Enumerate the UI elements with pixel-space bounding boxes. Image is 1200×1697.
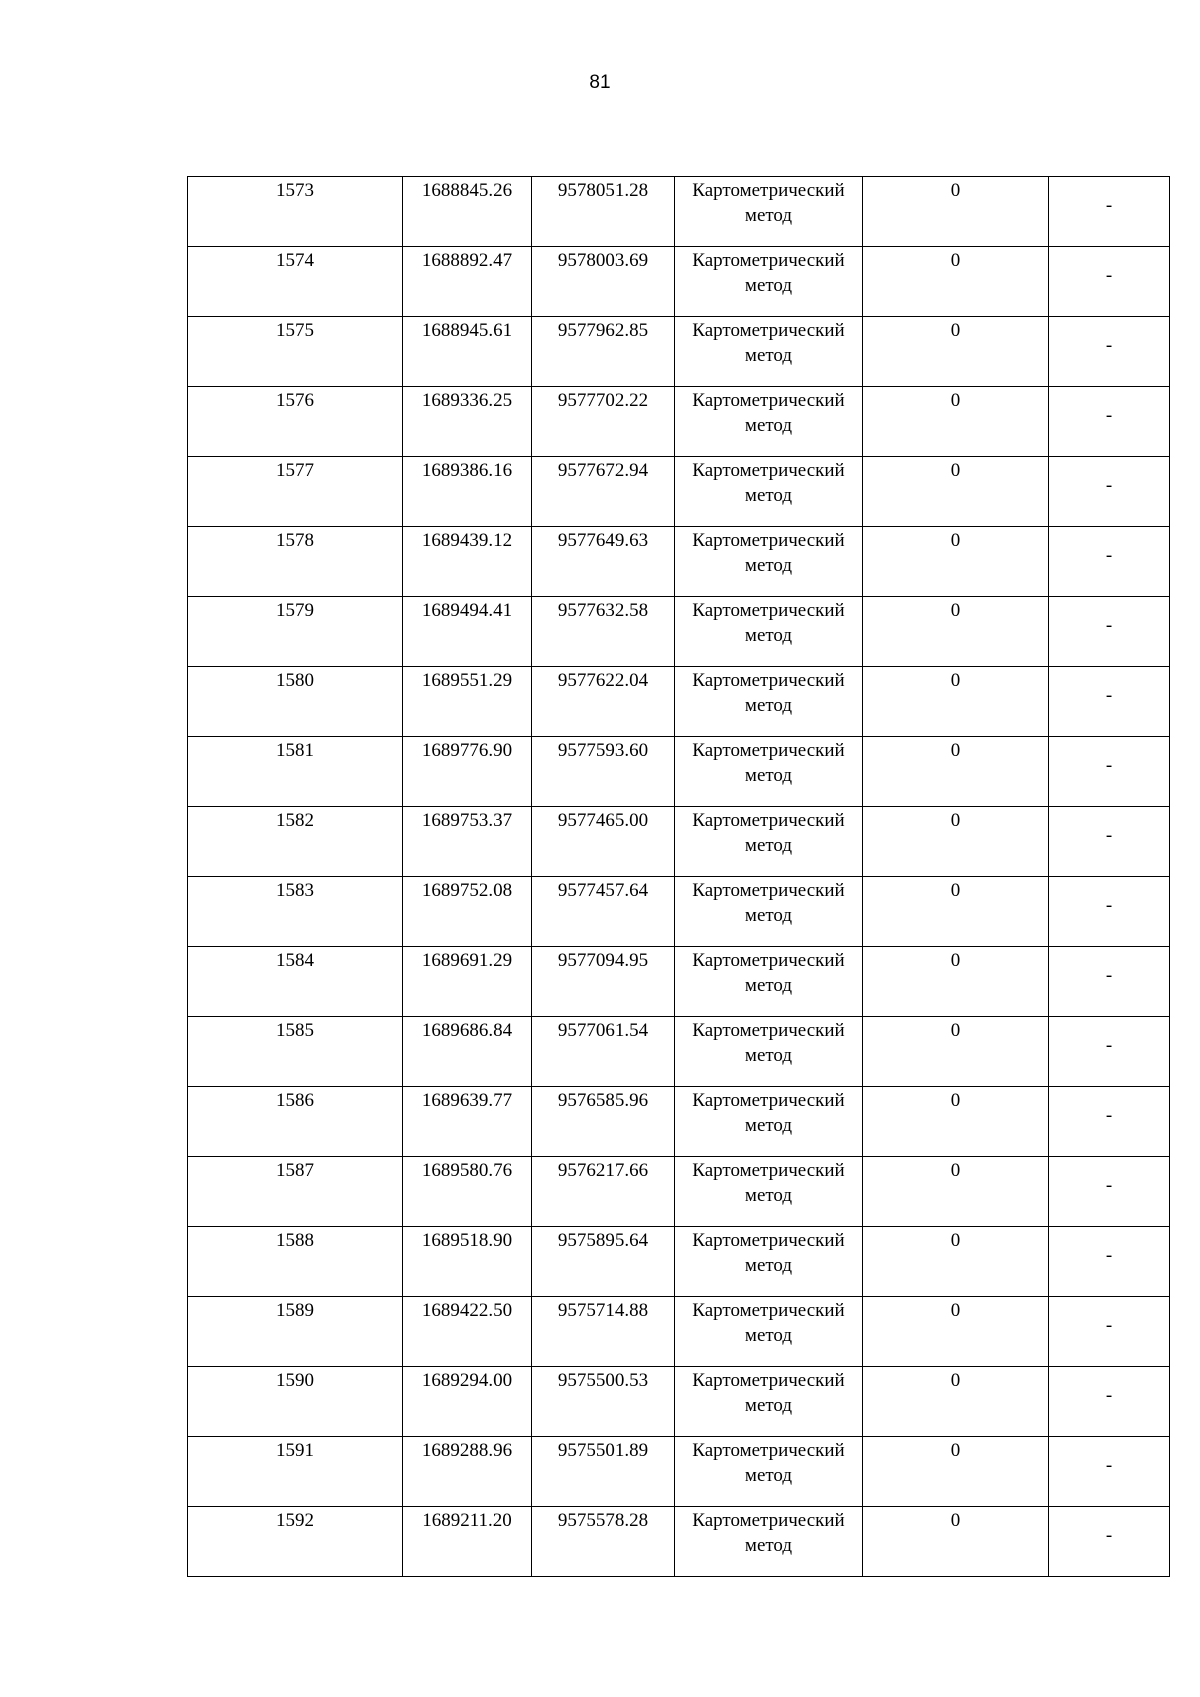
coordinate-x-cell	[403, 1087, 532, 1157]
note-cell-text: -	[1105, 615, 1113, 636]
coordinate-y-cell	[532, 947, 675, 1017]
point-number-cell	[188, 597, 403, 667]
method-cell-text: Картометрический метод	[692, 600, 845, 646]
note-cell-text: -	[1105, 405, 1113, 426]
coordinate-x-cell-text: 1688945.61	[421, 320, 513, 341]
point-number-cell-text: 1587	[276, 1160, 314, 1181]
error-cell-text: 0	[950, 1370, 961, 1391]
note-cell-text: -	[1105, 965, 1113, 986]
coordinate-x-cell-text: 1689494.41	[421, 600, 513, 621]
coordinate-y-cell	[532, 1367, 675, 1437]
point-number-cell-text: 1577	[276, 460, 314, 481]
method-cell	[675, 527, 863, 597]
method-cell	[675, 877, 863, 947]
coordinate-x-cell-text: 1689288.96	[421, 1440, 513, 1461]
point-number-cell	[188, 247, 403, 317]
coordinate-y-cell-text: 9577962.85	[557, 320, 649, 341]
error-cell-text: 0	[950, 180, 961, 201]
error-cell-text: 0	[950, 810, 961, 831]
coordinate-y-cell	[532, 177, 675, 247]
method-cell	[675, 597, 863, 667]
note-cell-text: -	[1105, 685, 1113, 706]
method-cell-text: Картометрический метод	[692, 810, 845, 856]
point-number-cell	[188, 387, 403, 457]
note-cell	[1049, 947, 1170, 1017]
point-number-cell-text: 1579	[276, 600, 314, 621]
method-cell	[675, 317, 863, 387]
note-cell-text: -	[1105, 265, 1113, 286]
note-cell-text: -	[1105, 1525, 1113, 1546]
point-number-cell-text: 1582	[276, 810, 314, 831]
method-cell	[675, 1437, 863, 1507]
coordinate-x-cell-text: 1689691.29	[421, 950, 513, 971]
error-cell-text: 0	[950, 1300, 961, 1321]
point-number-cell	[188, 877, 403, 947]
point-number-cell-text: 1583	[276, 880, 314, 901]
coordinate-x-cell	[403, 1297, 532, 1367]
table-row	[188, 807, 1170, 877]
error-cell	[863, 1507, 1049, 1577]
point-number-cell-text: 1578	[276, 530, 314, 551]
coordinate-x-cell-text: 1689422.50	[421, 1300, 513, 1321]
coordinate-x-cell	[403, 1017, 532, 1087]
method-cell-text: Картометрический метод	[692, 530, 845, 576]
coordinate-y-cell-text: 9575895.64	[557, 1230, 649, 1251]
coordinate-x-cell-text: 1689753.37	[421, 810, 513, 831]
table-row	[188, 1017, 1170, 1087]
coordinate-y-cell	[532, 457, 675, 527]
error-cell	[863, 947, 1049, 1017]
point-number-cell-text: 1584	[276, 950, 314, 971]
error-cell	[863, 1157, 1049, 1227]
note-cell	[1049, 1367, 1170, 1437]
error-cell	[863, 1087, 1049, 1157]
note-cell-text: -	[1105, 1455, 1113, 1476]
error-cell	[863, 527, 1049, 597]
coordinate-x-cell	[403, 597, 532, 667]
point-number-cell-text: 1586	[276, 1090, 314, 1111]
coordinate-x-cell	[403, 317, 532, 387]
method-cell	[675, 1157, 863, 1227]
table-row	[188, 1297, 1170, 1367]
method-cell	[675, 947, 863, 1017]
coordinate-y-cell	[532, 527, 675, 597]
coordinate-x-cell	[403, 527, 532, 597]
note-cell	[1049, 457, 1170, 527]
coordinate-y-cell-text: 9577061.54	[557, 1020, 649, 1041]
method-cell-text: Картометрический метод	[692, 1510, 845, 1556]
coordinate-x-cell-text: 1689580.76	[421, 1160, 513, 1181]
note-cell	[1049, 737, 1170, 807]
coordinate-x-cell-text: 1689211.20	[422, 1510, 512, 1531]
method-cell	[675, 1297, 863, 1367]
coordinate-x-cell	[403, 1227, 532, 1297]
method-cell	[675, 1017, 863, 1087]
coordinate-x-cell	[403, 947, 532, 1017]
coordinate-y-cell-text: 9577593.60	[557, 740, 649, 761]
method-cell-text: Картометрический метод	[692, 670, 845, 716]
point-number-cell-text: 1576	[276, 390, 314, 411]
method-cell-text: Картометрический метод	[692, 1300, 845, 1346]
point-number-cell	[188, 1507, 403, 1577]
error-cell	[863, 1437, 1049, 1507]
method-cell	[675, 1087, 863, 1157]
note-cell-text: -	[1105, 335, 1113, 356]
point-number-cell-text: 1585	[276, 1020, 314, 1041]
coordinate-x-cell-text: 1689686.84	[421, 1020, 513, 1041]
point-number-cell-text: 1580	[276, 670, 314, 691]
coordinate-y-cell	[532, 1227, 675, 1297]
error-cell	[863, 1297, 1049, 1367]
coordinate-y-cell-text: 9577094.95	[557, 950, 649, 971]
coordinate-x-cell-text: 1689752.08	[421, 880, 513, 901]
error-cell-text: 0	[950, 880, 961, 901]
note-cell-text: -	[1105, 1245, 1113, 1266]
point-number-cell	[188, 807, 403, 877]
point-number-cell	[188, 1017, 403, 1087]
error-cell-text: 0	[950, 320, 961, 341]
method-cell	[675, 667, 863, 737]
method-cell-text: Картометрический метод	[692, 1440, 845, 1486]
coordinate-y-cell	[532, 1157, 675, 1227]
method-cell-text: Картометрический метод	[692, 460, 845, 506]
note-cell-text: -	[1105, 755, 1113, 776]
coordinate-y-cell	[532, 1437, 675, 1507]
error-cell-text: 0	[950, 1440, 961, 1461]
point-number-cell-text: 1592	[276, 1510, 314, 1531]
note-cell	[1049, 1227, 1170, 1297]
point-number-cell-text: 1589	[276, 1300, 314, 1321]
point-number-cell	[188, 527, 403, 597]
error-cell	[863, 877, 1049, 947]
point-number-cell-text: 1581	[276, 740, 314, 761]
coordinate-y-cell-text: 9576217.66	[557, 1160, 649, 1181]
point-number-cell-text: 1590	[276, 1370, 314, 1391]
point-number-cell	[188, 1367, 403, 1437]
point-number-cell-text: 1575	[276, 320, 314, 341]
error-cell-text: 0	[950, 1510, 961, 1531]
method-cell	[675, 387, 863, 457]
coordinate-y-cell-text: 9577465.00	[557, 810, 649, 831]
table-row	[188, 387, 1170, 457]
error-cell-text: 0	[950, 1230, 961, 1251]
coordinate-y-cell-text: 9575714.88	[557, 1300, 649, 1321]
coordinate-x-cell	[403, 807, 532, 877]
note-cell-text: -	[1105, 1175, 1113, 1196]
table-row	[188, 1507, 1170, 1577]
coordinate-y-cell-text: 9577702.22	[557, 390, 649, 411]
coordinate-y-cell-text: 9577649.63	[557, 530, 649, 551]
table-row	[188, 317, 1170, 387]
note-cell-text: -	[1105, 1315, 1113, 1336]
error-cell	[863, 597, 1049, 667]
coordinate-y-cell	[532, 1297, 675, 1367]
note-cell	[1049, 807, 1170, 877]
error-cell	[863, 667, 1049, 737]
coordinate-y-cell	[532, 247, 675, 317]
note-cell-text: -	[1105, 475, 1113, 496]
note-cell	[1049, 177, 1170, 247]
error-cell	[863, 177, 1049, 247]
coordinate-x-cell-text: 1689386.16	[421, 460, 513, 481]
method-cell	[675, 1367, 863, 1437]
method-cell-text: Картометрический метод	[692, 180, 845, 226]
coordinate-x-cell	[403, 1367, 532, 1437]
coordinate-y-cell	[532, 1017, 675, 1087]
coordinate-y-cell	[532, 387, 675, 457]
point-number-cell-text: 1574	[276, 250, 314, 271]
point-number-cell	[188, 1437, 403, 1507]
coordinate-x-cell	[403, 387, 532, 457]
table-row	[188, 177, 1170, 247]
coordinate-y-cell-text: 9575578.28	[557, 1510, 649, 1531]
note-cell	[1049, 1437, 1170, 1507]
note-cell	[1049, 597, 1170, 667]
coordinate-y-cell	[532, 317, 675, 387]
point-number-cell-text: 1588	[276, 1230, 314, 1251]
coordinates-table	[187, 176, 1170, 1577]
note-cell-text: -	[1105, 545, 1113, 566]
method-cell-text: Картометрический метод	[692, 1370, 845, 1416]
table-row	[188, 247, 1170, 317]
coordinate-y-cell-text: 9578003.69	[557, 250, 649, 271]
table-row	[188, 877, 1170, 947]
coordinate-x-cell-text: 1689518.90	[421, 1230, 513, 1251]
coordinate-y-cell	[532, 1507, 675, 1577]
coordinate-y-cell-text: 9576585.96	[557, 1090, 649, 1111]
method-cell-text: Картометрический метод	[692, 950, 845, 996]
coordinate-y-cell	[532, 807, 675, 877]
point-number-cell	[188, 947, 403, 1017]
error-cell-text: 0	[950, 740, 961, 761]
error-cell	[863, 387, 1049, 457]
coordinate-y-cell-text: 9575500.53	[557, 1370, 649, 1391]
table-row	[188, 1087, 1170, 1157]
method-cell	[675, 1227, 863, 1297]
point-number-cell	[188, 667, 403, 737]
method-cell-text: Картометрический метод	[692, 1090, 845, 1136]
method-cell-text: Картометрический метод	[692, 250, 845, 296]
coordinate-x-cell	[403, 1157, 532, 1227]
error-cell-text: 0	[950, 530, 961, 551]
method-cell-text: Картометрический метод	[692, 320, 845, 366]
coordinate-y-cell-text: 9577672.94	[557, 460, 649, 481]
coordinate-x-cell	[403, 177, 532, 247]
error-cell-text: 0	[950, 250, 961, 271]
method-cell	[675, 807, 863, 877]
coordinate-x-cell-text: 1689776.90	[421, 740, 513, 761]
coordinate-y-cell	[532, 667, 675, 737]
method-cell-text: Картометрический метод	[692, 740, 845, 786]
note-cell	[1049, 387, 1170, 457]
table-row	[188, 1367, 1170, 1437]
error-cell-text: 0	[950, 1160, 961, 1181]
point-number-cell	[188, 1087, 403, 1157]
method-cell-text: Картометрический метод	[692, 390, 845, 436]
table-row	[188, 527, 1170, 597]
note-cell	[1049, 667, 1170, 737]
coordinate-y-cell-text: 9575501.89	[557, 1440, 649, 1461]
coordinate-x-cell-text: 1689294.00	[421, 1370, 513, 1391]
coordinate-x-cell	[403, 457, 532, 527]
method-cell-text: Картометрический метод	[692, 1160, 845, 1206]
table-row	[188, 947, 1170, 1017]
note-cell	[1049, 1017, 1170, 1087]
point-number-cell	[188, 317, 403, 387]
point-number-cell	[188, 177, 403, 247]
coordinate-y-cell-text: 9577457.64	[557, 880, 649, 901]
table-row	[188, 737, 1170, 807]
coordinate-x-cell-text: 1689336.25	[421, 390, 513, 411]
method-cell	[675, 1507, 863, 1577]
note-cell-text: -	[1105, 825, 1113, 846]
point-number-cell	[188, 457, 403, 527]
coordinate-y-cell	[532, 597, 675, 667]
note-cell	[1049, 1507, 1170, 1577]
table-row	[188, 1227, 1170, 1297]
note-cell	[1049, 1087, 1170, 1157]
page-number: 81	[589, 72, 611, 93]
error-cell-text: 0	[950, 460, 961, 481]
note-cell	[1049, 247, 1170, 317]
method-cell-text: Картометрический метод	[692, 1020, 845, 1066]
coordinate-y-cell-text: 9577632.58	[557, 600, 649, 621]
method-cell-text: Картометрический метод	[692, 880, 845, 926]
error-cell	[863, 317, 1049, 387]
coordinate-x-cell-text: 1688892.47	[421, 250, 513, 271]
coordinate-x-cell	[403, 737, 532, 807]
note-cell	[1049, 877, 1170, 947]
table-row	[188, 667, 1170, 737]
table-body	[188, 177, 1170, 1577]
coordinate-y-cell	[532, 1087, 675, 1157]
error-cell-text: 0	[950, 1090, 961, 1111]
error-cell	[863, 1367, 1049, 1437]
table-row	[188, 597, 1170, 667]
coordinate-x-cell-text: 1689639.77	[421, 1090, 513, 1111]
coordinate-x-cell-text: 1688845.26	[421, 180, 513, 201]
note-cell	[1049, 1297, 1170, 1367]
note-cell-text: -	[1105, 1105, 1113, 1126]
point-number-cell-text: 1573	[276, 180, 314, 201]
error-cell-text: 0	[950, 600, 961, 621]
point-number-cell	[188, 1227, 403, 1297]
coordinate-x-cell	[403, 1507, 532, 1577]
point-number-cell-text: 1591	[276, 1440, 314, 1461]
table-row	[188, 1437, 1170, 1507]
coordinate-x-cell	[403, 1437, 532, 1507]
coordinate-y-cell	[532, 877, 675, 947]
note-cell-text: -	[1105, 195, 1113, 216]
point-number-cell	[188, 737, 403, 807]
coordinate-x-cell	[403, 877, 532, 947]
error-cell	[863, 807, 1049, 877]
note-cell-text: -	[1105, 1035, 1113, 1056]
coordinate-x-cell	[403, 667, 532, 737]
method-cell	[675, 457, 863, 527]
method-cell	[675, 177, 863, 247]
note-cell-text: -	[1105, 895, 1113, 916]
coordinate-x-cell-text: 1689439.12	[421, 530, 513, 551]
error-cell	[863, 1017, 1049, 1087]
note-cell-text: -	[1105, 1385, 1113, 1406]
method-cell-text: Картометрический метод	[692, 1230, 845, 1276]
error-cell	[863, 737, 1049, 807]
table-row	[188, 457, 1170, 527]
error-cell-text: 0	[950, 1020, 961, 1041]
error-cell-text: 0	[950, 950, 961, 971]
note-cell	[1049, 1157, 1170, 1227]
note-cell	[1049, 527, 1170, 597]
error-cell	[863, 457, 1049, 527]
method-cell	[675, 247, 863, 317]
coordinate-x-cell	[403, 247, 532, 317]
method-cell	[675, 737, 863, 807]
point-number-cell	[188, 1297, 403, 1367]
note-cell	[1049, 317, 1170, 387]
error-cell-text: 0	[950, 670, 961, 691]
coordinate-x-cell-text: 1689551.29	[421, 670, 513, 691]
coordinate-y-cell	[532, 737, 675, 807]
point-number-cell	[188, 1157, 403, 1227]
coordinate-y-cell-text: 9577622.04	[557, 670, 649, 691]
error-cell	[863, 1227, 1049, 1297]
coordinate-y-cell-text: 9578051.28	[557, 180, 649, 201]
table-row	[188, 1157, 1170, 1227]
error-cell-text: 0	[950, 390, 961, 411]
error-cell	[863, 247, 1049, 317]
